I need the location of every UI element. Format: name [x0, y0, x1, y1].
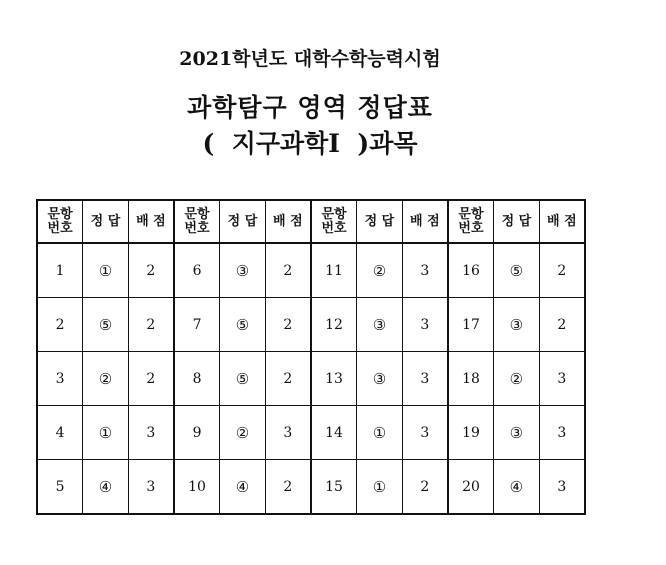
answer-key-title: 과학탐구 영역 정답표	[187, 93, 433, 122]
answer-cell: ①	[357, 406, 403, 460]
question-number: 18	[448, 352, 494, 406]
points-cell: 3	[128, 460, 174, 515]
col-header-answer: 정 답	[494, 200, 540, 243]
question-number: 10	[174, 460, 220, 515]
answer-cell: ⑤	[220, 352, 266, 406]
points-cell: 2	[128, 352, 174, 406]
col-header-points: 배 점	[539, 200, 585, 243]
col-header-number: 문항 번호	[37, 200, 83, 243]
question-number: 13	[311, 352, 357, 406]
question-number: 2	[37, 298, 83, 352]
table-row	[37, 460, 585, 515]
points-cell: 2	[128, 243, 174, 298]
answer-cell: ①	[83, 243, 129, 298]
points-cell: 3	[539, 352, 585, 406]
col-header-number: 문항 번호	[311, 200, 357, 243]
points-cell: 2	[265, 352, 311, 406]
question-number: 7	[174, 298, 220, 352]
answer-cell: ②	[357, 243, 403, 298]
answer-cell: ④	[220, 460, 266, 515]
answer-cell: ②	[494, 352, 540, 406]
question-number: 20	[448, 460, 494, 515]
exam-title: 2021학년도 대학수학능력시험	[179, 48, 441, 70]
points-cell: 3	[539, 460, 585, 515]
col-header-answer: 정 답	[357, 200, 403, 243]
points-cell: 2	[265, 460, 311, 515]
col-header-points: 배 점	[128, 200, 174, 243]
question-number: 1	[37, 243, 83, 298]
answer-cell: ③	[357, 298, 403, 352]
table-row	[37, 243, 585, 298]
points-cell: 3	[128, 406, 174, 460]
question-number: 4	[37, 406, 83, 460]
points-cell: 2	[265, 243, 311, 298]
table-row	[37, 298, 585, 352]
col-header-points: 배 점	[265, 200, 311, 243]
question-number: 3	[37, 352, 83, 406]
answer-cell: ③	[357, 352, 403, 406]
points-cell: 2	[539, 243, 585, 298]
question-number: 12	[311, 298, 357, 352]
answer-table	[36, 199, 586, 515]
question-number: 8	[174, 352, 220, 406]
points-cell: 3	[402, 243, 448, 298]
table-row	[37, 406, 585, 460]
question-number: 14	[311, 406, 357, 460]
points-cell: 3	[265, 406, 311, 460]
answer-cell: ①	[357, 460, 403, 515]
points-cell: 3	[402, 406, 448, 460]
question-number: 6	[174, 243, 220, 298]
subject-title: ( 지구과학Ⅰ )과목	[202, 129, 418, 158]
question-number: 19	[448, 406, 494, 460]
answer-cell: ⑤	[83, 298, 129, 352]
answer-cell: ④	[83, 460, 129, 515]
question-number: 16	[448, 243, 494, 298]
points-cell: 3	[539, 406, 585, 460]
question-number: 11	[311, 243, 357, 298]
points-cell: 2	[539, 298, 585, 352]
question-number: 15	[311, 460, 357, 515]
answer-cell: ③	[220, 243, 266, 298]
col-header-answer: 정 답	[220, 200, 266, 243]
col-header-number: 문항 번호	[448, 200, 494, 243]
points-cell: 2	[128, 298, 174, 352]
question-number: 5	[37, 460, 83, 515]
col-header-points: 배 점	[402, 200, 448, 243]
table-row	[37, 352, 585, 406]
points-cell: 3	[402, 352, 448, 406]
question-number: 9	[174, 406, 220, 460]
answer-cell: ⑤	[220, 298, 266, 352]
answer-cell: ①	[83, 406, 129, 460]
answer-cell: ③	[494, 406, 540, 460]
answer-cell: ③	[494, 298, 540, 352]
answer-cell: ②	[83, 352, 129, 406]
points-cell: 2	[265, 298, 311, 352]
col-header-answer: 정 답	[83, 200, 129, 243]
question-number: 17	[448, 298, 494, 352]
points-cell: 2	[402, 460, 448, 515]
col-header-number: 문항 번호	[174, 200, 220, 243]
answer-cell: ②	[220, 406, 266, 460]
points-cell: 3	[402, 298, 448, 352]
answer-cell: ④	[494, 460, 540, 515]
header-row	[37, 200, 585, 243]
answer-cell: ⑤	[494, 243, 540, 298]
